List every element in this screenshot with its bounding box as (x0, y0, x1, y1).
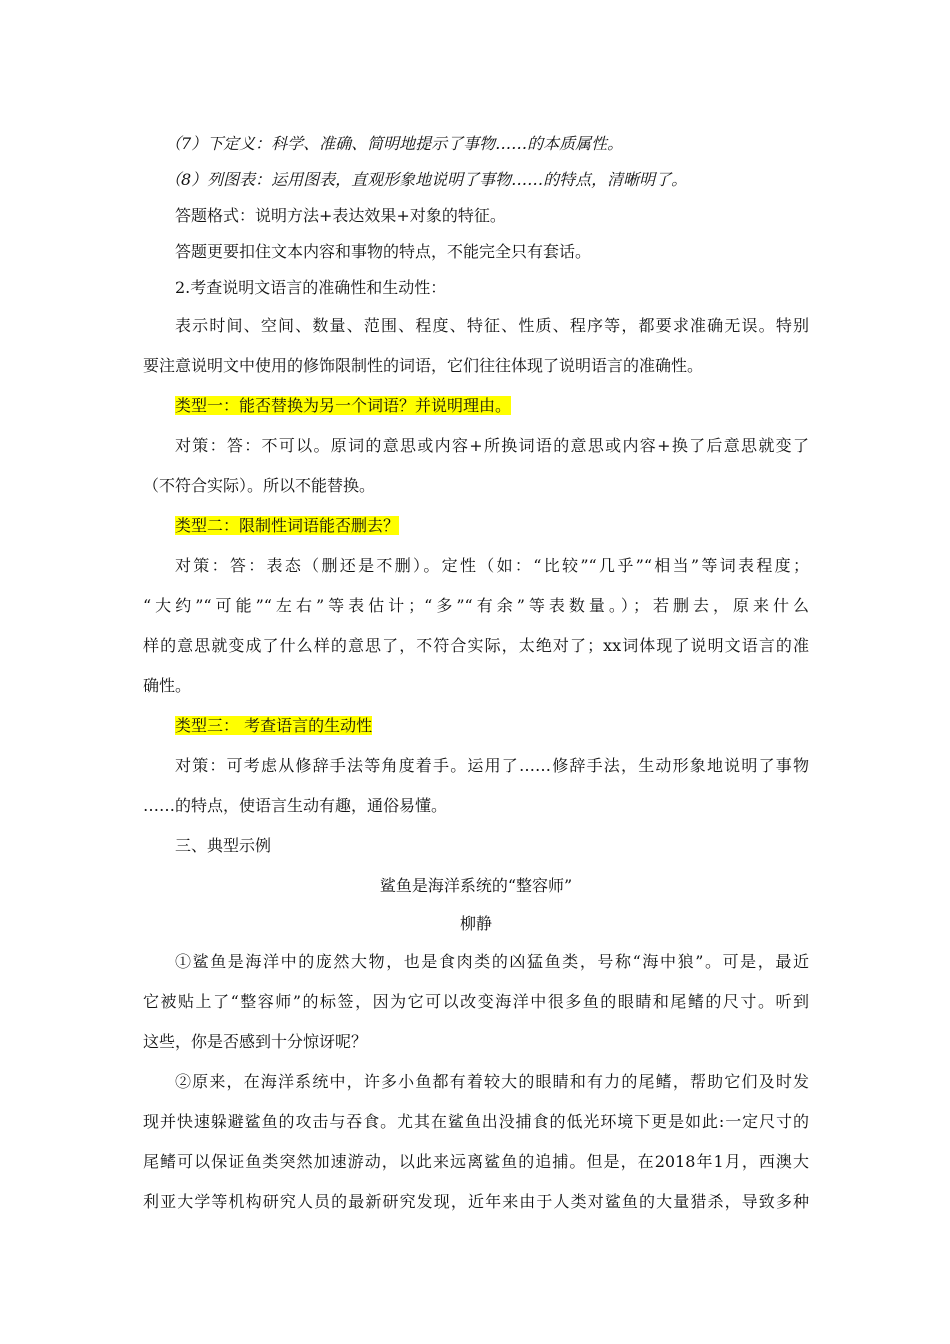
type-two-heading (143, 506, 809, 546)
type-three-heading (143, 706, 809, 746)
answer-format-line (143, 198, 809, 234)
type-one-heading (143, 386, 809, 426)
paragraph-line (143, 346, 809, 386)
line-text: 要注意说明文中使用的修饰限制性的词语，它们往往体现了说明语言的准确性。 (143, 356, 704, 375)
method-chart-line (143, 162, 809, 198)
line-text: 答题更要扣住文本内容和事物的特点，不能完全只有套话。 (175, 242, 592, 261)
paragraph-line (143, 426, 809, 466)
paragraph-line (143, 746, 809, 786)
line-text: 2.考查说明文语言的准确性和生动性： (175, 278, 447, 297)
highlighted-text: 类型三： 考查语言的生动性 (175, 716, 373, 735)
line-text: 鲨鱼是海洋系统的“整容师” (379, 876, 573, 895)
line-text: ……的特点，使语言生动有趣，通俗易懂。 (143, 796, 448, 815)
method-definition-line (143, 126, 809, 162)
document-body (143, 126, 809, 1222)
paragraph-line (143, 466, 809, 506)
line-text: “大约”“可能”“左右”等表估计；“多”“有余”等表数量。）；若删去，原来什么 (143, 596, 809, 615)
line-text: 对策：答：表态（删还是不删）。定性（如：“比较”“几乎”“相当”等词表程度； (175, 556, 809, 575)
line-text: 尾鳍可以保证鱼类突然加速游动，以此来远离鲨鱼的追捕。但是，在2018年1月，西澳大 (143, 1152, 809, 1171)
line-text: 样的意思就变成了什么样的意思了，不符合实际，太绝对了；xx词体现了说明文语言的准 (143, 636, 809, 655)
highlighted-text: 类型二：限制性词语能否删去？ (175, 516, 400, 535)
article-paragraph-line (143, 942, 809, 982)
line-text: ②原来，在海洋系统中，许多小鱼都有着较大的眼睛和有力的尾鳍，帮助它们及时发 (175, 1072, 809, 1091)
line-text: 对策：答：不可以。原词的意思或内容+所换词语的意思或内容+换了后意思就变了 (175, 436, 809, 455)
article-paragraph-line (143, 1062, 809, 1102)
line-text: 利亚大学等机构研究人员的最新研究发现，近年来由于人类对鲨鱼的大量猎杀，导致多种 (143, 1192, 809, 1211)
line-text: 表示时间、空间、数量、范围、程度、特征、性质、程序等，都要求准确无误。特别 (175, 316, 809, 335)
paragraph-line (143, 586, 809, 626)
article-paragraph-line (143, 982, 809, 1022)
article-paragraph-line (143, 1102, 809, 1142)
article-title (143, 866, 809, 906)
paragraph-line (143, 786, 809, 826)
line-text: 确性。 (143, 676, 192, 695)
paragraph-line (143, 626, 809, 666)
paragraph-line (143, 306, 809, 346)
article-paragraph-line (143, 1142, 809, 1182)
line-text: （8）列图表：运用图表，直观形象地说明了事物……的特点，清晰明了。 (165, 170, 688, 189)
paragraph-line (143, 546, 809, 586)
section-heading-3 (143, 826, 809, 866)
line-text: 对策：可考虑从修辞手法等角度着手。运用了……修辞手法，生动形象地说明了事物 (175, 756, 809, 775)
article-paragraph-line (143, 1182, 809, 1222)
line-text: 它被贴上了“整容师”的标签，因为它可以改变海洋中很多鱼的眼睛和尾鳍的尺寸。听到 (143, 992, 809, 1011)
line-text: 现并快速躲避鲨鱼的攻击与吞食。尤其在鲨鱼出没捕食的低光环境下更是如此:一定尺寸的 (143, 1112, 809, 1131)
line-text: 这些，你是否感到十分惊讶呢？ (143, 1032, 368, 1051)
line-text: 三、典型示例 (175, 836, 272, 855)
article-paragraph-line (143, 1022, 809, 1062)
line-text: （7）下定义：科学、准确、简明地提示了事物……的本质属性。 (165, 134, 624, 153)
article-author (143, 906, 809, 942)
section-heading-2 (143, 270, 809, 306)
line-text: （不符合实际）。所以不能替换。 (143, 476, 376, 495)
highlighted-text: 类型一：能否替换为另一个词语？并说明理由。 (175, 396, 512, 415)
line-text: 答题格式：说明方法+表达效果+对象的特征。 (175, 206, 506, 225)
line-text: 柳静 (459, 914, 492, 933)
paragraph-line (143, 666, 809, 706)
line-text: ①鲨鱼是海洋中的庞然大物，也是食肉类的凶猛鱼类，号称“海中狼”。可是，最近 (175, 952, 809, 971)
answer-tip-line (143, 234, 809, 270)
